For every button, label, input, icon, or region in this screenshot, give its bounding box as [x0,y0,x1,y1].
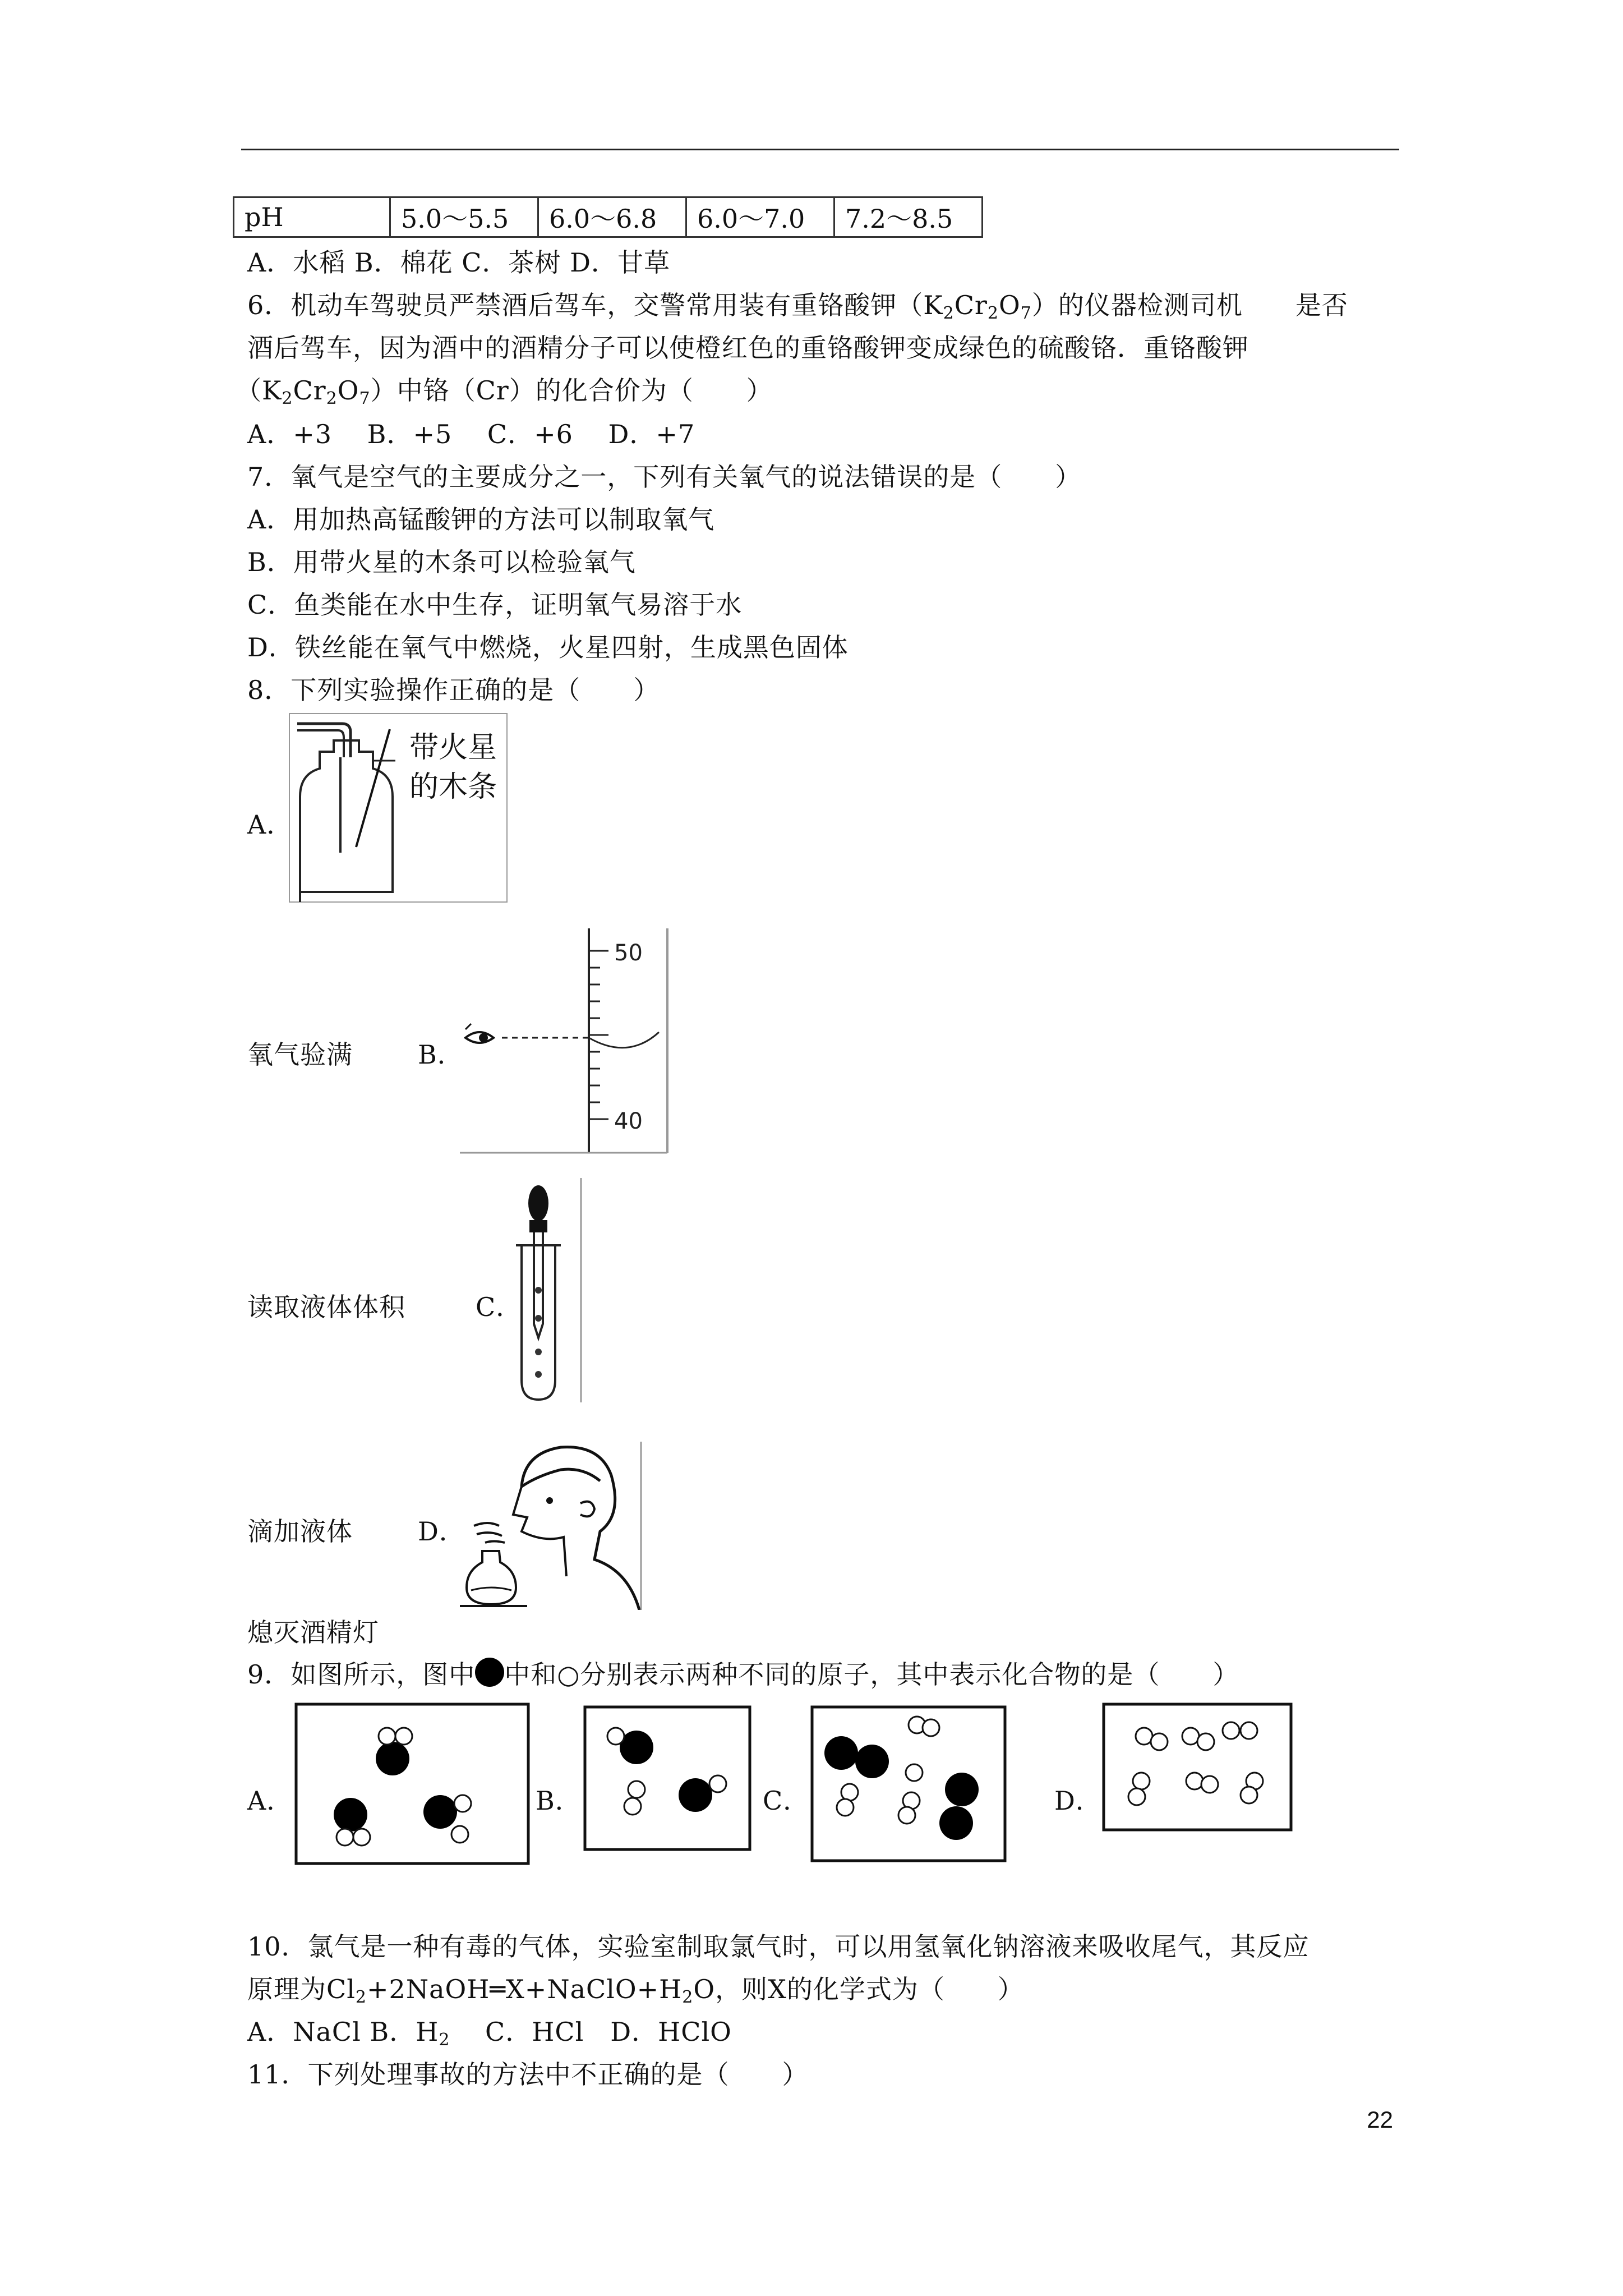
q6-line3 [236,374,773,416]
subscript: 2 [282,389,293,408]
graduated-cylinder-figure [460,926,673,1156]
q7-option-d: D．铁丝能在氧气中燃烧，火星四射，生成黑色固体 [247,632,849,662]
table-row [234,197,983,237]
scale-label-bottom: 40 [614,1108,643,1134]
q8-label-b: B． [418,1039,464,1070]
scale-label-top: 50 [614,940,643,966]
q9-label-d: D． [1054,1786,1102,1816]
text: Cr [954,290,988,320]
text: A．NaCl B．H [247,2017,439,2047]
ph-table [233,196,983,238]
figure-label: 带火星 [409,731,497,765]
subscript: 2 [682,1987,694,2007]
text: 9．如图所示，图中 [247,1659,476,1690]
text: O [337,375,359,406]
text: +2NaOH═X+NaClO+H [367,1974,683,2004]
text: ）的仪器检测司机 是否 [1031,290,1348,320]
text: O，则X的化学式为（ ） [693,1974,1024,2004]
subscript: 2 [326,389,338,408]
text: 6．机动车驾驶员严禁酒后驾车，交警常用装有重铬酸钾（K [247,290,943,320]
q8-stem: 8．下列实验操作正确的是（ ） [247,675,660,705]
blowing-lamp-figure [460,1442,645,1610]
q5-options: A．水稻 B．棉花 C．茶树 D．甘草 [247,247,670,278]
text: O [999,290,1021,320]
q8-caption-b: 读取液体体积 [247,1292,405,1322]
gas-bottle-figure [289,712,508,903]
q8-label-c: C． [476,1292,523,1322]
table-cell: 6.0～6.8 [538,197,686,237]
molecule-box-c [810,1705,1007,1862]
q9-stem [247,1658,1239,1691]
subscript: 2 [439,2030,450,2050]
q7-option-c: C．鱼类能在水中生存，证明氧气易溶于水 [247,590,743,620]
subscript: 7 [1020,303,1032,323]
q9-label-c: C． [763,1786,810,1816]
table-cell: 5.0～5.5 [390,197,538,237]
text: ）中铬（Cr）的化合价为（ ） [370,375,773,406]
q8-caption-a: 氧气验满 [247,1039,353,1070]
text: 原理为Cl [247,1974,356,2004]
molecule-box-b [583,1705,751,1851]
text: （K [236,375,282,406]
q10-options [247,2015,732,2057]
q7-option-a: A．用加热高锰酸钾的方法可以制取氧气 [247,504,715,535]
q6-line1 [247,288,1348,330]
table-cell: 7.2～8.5 [834,197,983,237]
subscript: 7 [359,389,371,408]
q6-line2: 酒后驾车，因为酒中的酒精分子可以使橙红色的重铬酸钾变成绿色的硫酸铬．重铬酸钾 [247,333,1249,363]
q11-stem: 11．下列处理事故的方法中不正确的是（ ） [247,2059,809,2090]
q7-option-b: B．用带火星的木条可以检验氧气 [247,547,636,577]
text: 中和○分别表示两种不同的原子，其中表示化合物的是（ ） [504,1659,1239,1690]
q8-label-a: A． [247,809,293,840]
q7-stem: 7．氧气是空气的主要成分之一，下列有关氧气的说法错误的是（ ） [247,462,1082,492]
q10-line2 [247,1972,1024,2014]
text: Cr [293,375,326,406]
eye-icon [465,1024,494,1043]
molecule-box-a [294,1703,530,1865]
subscript: 2 [355,1987,367,2007]
molecule-box-d [1102,1703,1293,1832]
page-number: 22 [1367,2106,1393,2133]
q6-options: A．+3 B．+5 C．+6 D．+7 [247,419,695,449]
table-cell: 6.0～7.0 [686,197,834,237]
q9-label-b: B． [536,1786,582,1816]
dropper-test-tube-figure [510,1178,583,1402]
q8-label-d: D． [418,1516,465,1547]
subscript: 2 [943,303,955,323]
black-circle-icon [475,1658,504,1687]
text: C．HCl D．HClO [450,2017,732,2047]
q8-caption-d: 熄灭酒精灯 [247,1617,379,1648]
header-rule [241,149,1399,150]
q8-caption-c: 滴加液体 [247,1516,353,1547]
figure-label: 的木条 [409,770,497,804]
q9-label-a: A． [247,1786,293,1816]
table-cell: pH [234,197,390,237]
q10-line1: 10．氯气是一种有毒的气体，实验室制取氯气时，可以用氢氧化钠溶液来吸收尾气，其反应 [247,1931,1310,1962]
subscript: 2 [987,303,999,323]
